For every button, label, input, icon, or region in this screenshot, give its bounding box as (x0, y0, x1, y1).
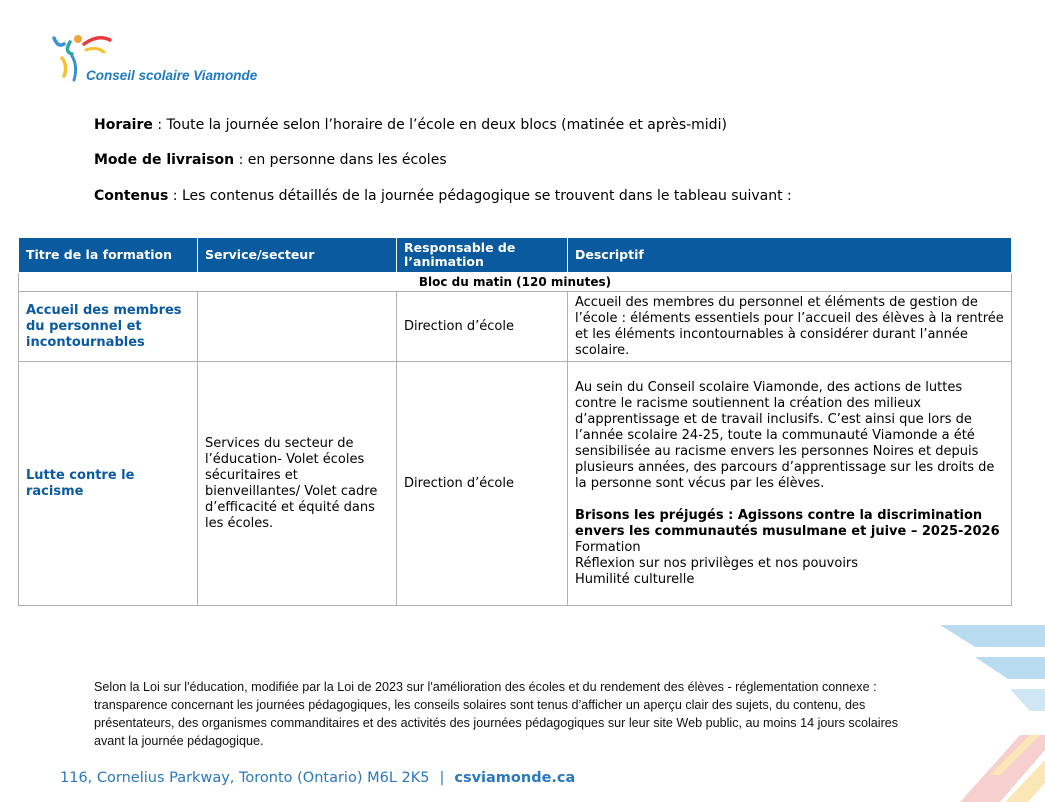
info-text: : Les contenus détaillés de la journée pédagogique se trouvent dans le tableau suivant : (168, 188, 792, 204)
info-label: Mode de livraison (94, 152, 235, 168)
info-label: Contenus (94, 188, 169, 204)
responsable-cell: Direction d’école (397, 292, 568, 362)
logo-text: Conseil scolaire Viamonde (86, 68, 258, 83)
footer-address: 116, Cornelius Parkway, Toronto (Ontario) M6L 2K5 (60, 770, 430, 786)
descriptif-heading: Brisons les préjugés : Agissons contre la discrimination envers les communautés musulmane et juive – 2025-2026 (575, 507, 1000, 539)
info-contenus (94, 188, 792, 204)
decorative-stripes-icon (930, 625, 1045, 802)
info-mode-livraison (94, 152, 447, 168)
descriptif-cell (568, 362, 1012, 606)
footnote: Selon la Loi sur l'éducation, modifiée par la Loi de 2023 sur l'amélioration des écoles et du rendement des élèves - réglementation connexe : transparence concernant les journées pédagogiques, les conseils solaires sont tenus d’afficher un aperçu clair des sujets, du contenu, des présentateurs, des organismes commanditaires et des activités des journées pédagogiques sur leur site Web public, au moins 14 jours scolaires avant la journée pédagogique. (94, 680, 899, 748)
service-cell: Services du secteur de l’éducation- Volet écoles sécuritaires et bienveillantes/ Volet cadre d’efficacité et équité dans les écoles. (198, 362, 397, 606)
header-responsable: Responsable de l’animation (397, 238, 568, 273)
descriptif-item: Réflexion sur nos privilèges et nos pouvoirs (575, 555, 859, 571)
logo (50, 30, 280, 90)
info-text: : en personne dans les écoles (234, 152, 447, 168)
descriptif-item: Humilité culturelle (575, 571, 695, 587)
descriptif-item: Formation (575, 539, 641, 555)
block-title: Bloc du matin (120 minutes) (19, 273, 1012, 292)
footer-website[interactable]: csviamonde.ca (454, 770, 576, 786)
responsable-cell: Direction d’école (397, 362, 568, 606)
info-label: Horaire (94, 117, 153, 133)
block-row (19, 273, 1012, 292)
footer-separator: | (439, 770, 445, 786)
table-row (19, 292, 1012, 362)
service-cell (198, 292, 397, 362)
descriptif-cell (568, 292, 1012, 362)
formation-title: Accueil des membres du personnel et incontournables (19, 292, 198, 362)
info-text: : Toute la journée selon l’horaire de l’école en deux blocs (matinée et après-midi) (152, 117, 727, 133)
descriptif-text: Au sein du Conseil scolaire Viamonde, des actions de luttes contre le racisme soutiennent la création des milieux d’apprentissage et de travail inclusifs. C’est ainsi que lors de l’année scolaire 24-25, toute la communauté Viamonde a été sensibilisée au racisme envers les personnes Noires et depuis plusieurs années, des parcours d’apprentissage sur les droits de la personne sont vécus par les élèves. (575, 379, 995, 491)
table-header-row (19, 238, 1012, 273)
descriptif-text: Accueil des membres du personnel et éléments de gestion de l’école : éléments essentiels pour l’accueil des élèves à la rentrée et les éléments incontournables à considérer durant l’année scolaire. (575, 294, 1004, 358)
footer (60, 770, 575, 786)
header-titre: Titre de la formation (19, 238, 198, 273)
info-horaire (94, 117, 727, 133)
formations-table (18, 237, 1012, 606)
table-row (19, 362, 1012, 606)
formation-title: Lutte contre le racisme (19, 362, 198, 606)
header-descriptif: Descriptif (568, 238, 1012, 273)
header-service: Service/secteur (198, 238, 397, 273)
